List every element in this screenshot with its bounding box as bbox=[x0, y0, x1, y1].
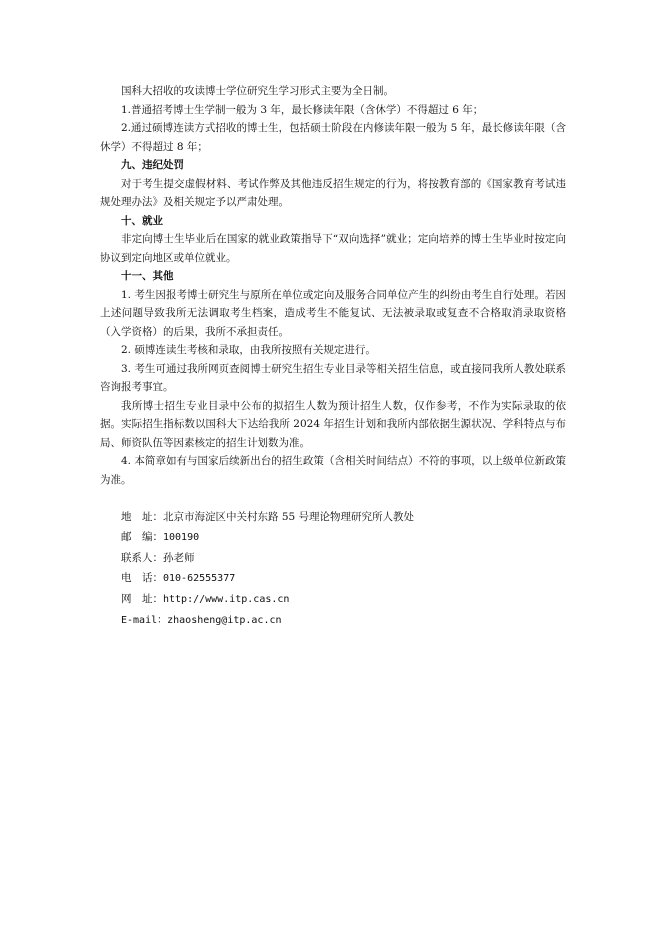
quota-note-paragraph: 我所博士招生专业目录中公布的拟招生人数为预计招生人数，仅作参考，不作为实际录取的依据。实际招生指标数以国科大下达给我所 2024 年招生计划和我所内部依据生源状况、学科特点与布局、师资队伍等因素核定的招生计划数为准。 bbox=[100, 399, 566, 449]
contact-email bbox=[121, 610, 541, 631]
section-heading-other: 十一、其他 bbox=[121, 270, 174, 282]
email-link[interactable]: zhaosheng@itp.ac.cn bbox=[167, 615, 282, 626]
employment-paragraph: 非定向博士生毕业后在国家的就业政策指导下“双向选择”就业；定向培养的博士生毕业时按定向协议到定向地区或单位就业。 bbox=[100, 233, 566, 264]
email-label: E-mail： bbox=[121, 615, 168, 626]
section-heading-discipline: 九、违纪处罚 bbox=[121, 159, 184, 171]
address-value: 北京市海淀区中关村东路 55 号理论物理研究所人教处 bbox=[163, 511, 415, 523]
website-link[interactable]: http://www.itp.cas.cn bbox=[163, 594, 290, 605]
duration-item-2: 2.通过硕博连读方式招收的博士生，包括硕士阶段在内修读年限一般为 5 年，最长修读年限（含休学）不得超过 8 年； bbox=[100, 122, 566, 153]
other-item-3: 3. 考生可通过我所网页查阅博士研究生招生专业目录等相关招生信息，或直接同我所人教处联系咨询报考事宜。 bbox=[100, 362, 566, 393]
contact-website bbox=[121, 589, 541, 610]
contact-block bbox=[121, 507, 541, 631]
postcode-label: 邮 编： bbox=[121, 531, 163, 543]
postcode-value: 100190 bbox=[163, 532, 200, 543]
duration-item-1: 1.普通招考博士生学制一般为 3 年，最长修读年限（含休学）不得超过 6 年； bbox=[121, 103, 484, 116]
contact-person bbox=[121, 548, 541, 568]
body-text bbox=[100, 82, 566, 489]
phone-label: 电 话： bbox=[121, 572, 163, 584]
contact-postcode bbox=[121, 527, 541, 548]
website-label: 网 址： bbox=[121, 593, 163, 605]
section-heading-employment: 十、就业 bbox=[121, 214, 163, 227]
person-value: 孙老师 bbox=[163, 552, 195, 564]
contact-address bbox=[121, 507, 541, 527]
phone-value: 010-62555377 bbox=[163, 573, 236, 584]
address-label: 地 址： bbox=[121, 511, 163, 523]
contact-phone bbox=[121, 568, 541, 589]
other-item-2: 2. 硕博连读生考核和录取，由我所按照有关规定进行。 bbox=[121, 344, 376, 356]
other-item-4: 4. 本简章如有与国家后续新出台的招生政策（含相关时间结点）不符的事项，以上级单位新政策为准。 bbox=[100, 455, 566, 486]
study-mode-paragraph: 国科大招收的攻读博士学位研究生学习形式主要为全日制。 bbox=[121, 85, 394, 97]
discipline-paragraph: 对于考生提交虚假材料、考试作弊及其他违反招生规定的行为，将按教育部的《国家教育考试违规处理办法》及相关规定予以严肃处理。 bbox=[100, 177, 566, 208]
person-label: 联系人： bbox=[121, 552, 163, 564]
other-item-1: 1. 考生因报考博士研究生与原所在单位或定向及服务合同单位产生的纠纷由考生自行处理。若因上述问题导致我所无法调取考生档案，造成考生不能复试、无法被录取或复查不合格取消录取资格（入学资格）的后果，我所不承担责任。 bbox=[100, 288, 566, 338]
